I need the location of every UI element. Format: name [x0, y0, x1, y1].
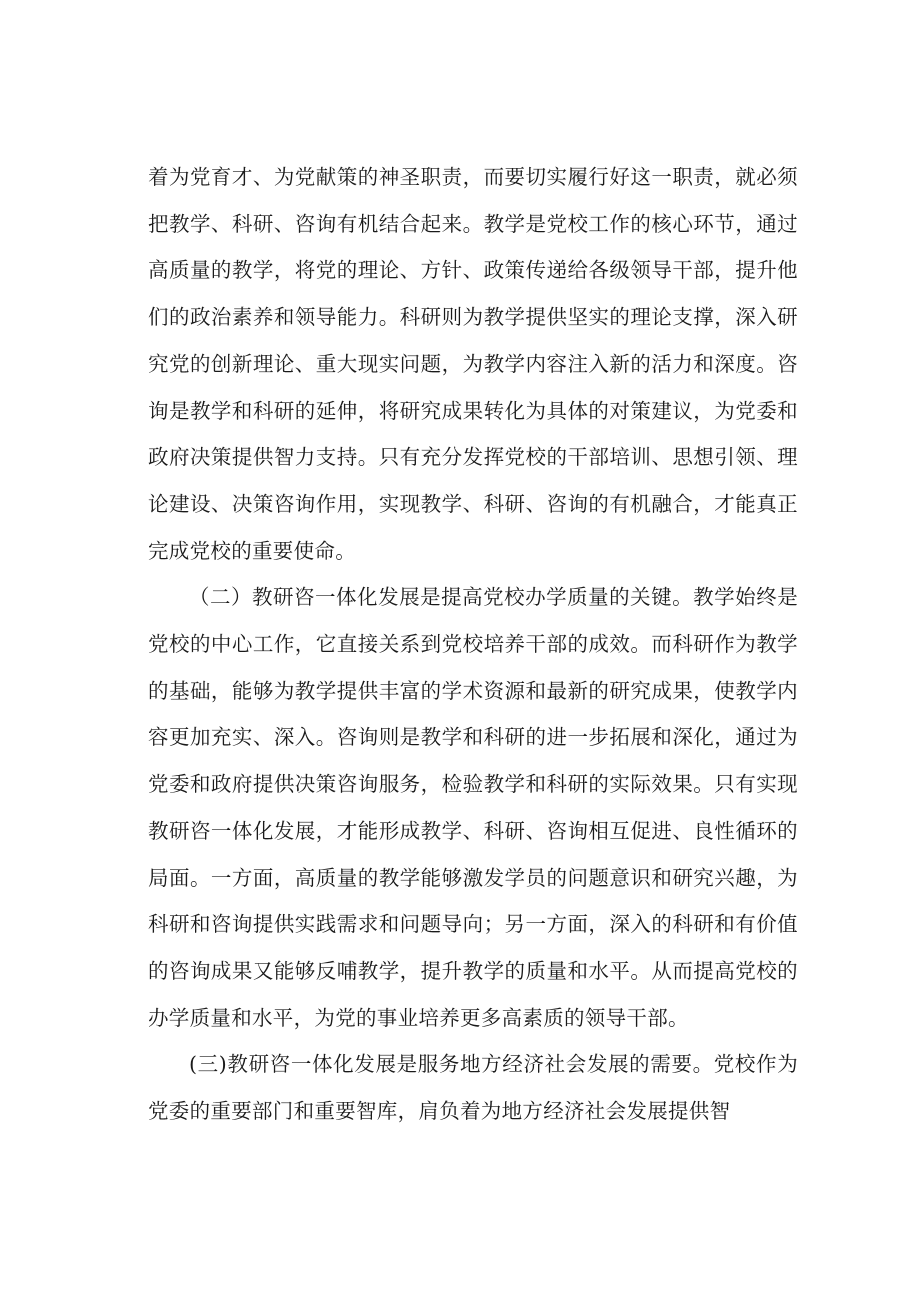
- paragraph-section-two: （二）教研咨一体化发展是提高党校办学质量的关键。教学始终是党校的中心工作，它直接关系到党校培养干部的成效。而科研作为教学的基础，能够为教学提供丰富的学术资源和最新的研究成果，使教学内容更加充实、深入。咨询则是教学和科研的进一步拓展和深化，通过为党委和政府提供决策咨询服务，检验教学和科研的实际效果。只有实现教研咨一体化发展，才能形成教学、科研、咨询相互促进、良性循环的局面。一方面，高质量的教学能够激发学员的问题意识和研究兴趣，为科研和咨询提供实践需求和问题导向；另一方面，深入的科研和有价值的咨询成果又能够反哺教学，提升教学的质量和水平。从而提高党校的办学质量和水平，为党的事业培养更多高素质的领导干部。: [148, 585, 798, 1030]
- paragraph-continuation: 着为党育才、为党献策的神圣职责，而要切实履行好这一职责，就必须把教学、科研、咨询有机结合起来。教学是党校工作的核心环节，通过高质量的教学，将党的理论、方针、政策传递给各级领导干部，提升他们的政治素养和领导能力。科研则为教学提供坚实的理论支撑，深入研究党的创新理论、重大现实问题，为教学内容注入新的活力和深度。咨询是教学和科研的延伸，将研究成果转化为具体的对策建议，为党委和政府决策提供智力支持。只有充分发挥党校的干部培训、思想引领、理论建设、决策咨询作用，实现教学、科研、咨询的有机融合，才能真正完成党校的重要使命。: [148, 165, 798, 563]
- document-body: [148, 154, 798, 1135]
- paragraph-section-three: (三)教研咨一体化发展是服务地方经济社会发展的需要。党校作为党委的重要部门和重要智库，肩负着为地方经济社会发展提供智: [148, 1052, 798, 1124]
